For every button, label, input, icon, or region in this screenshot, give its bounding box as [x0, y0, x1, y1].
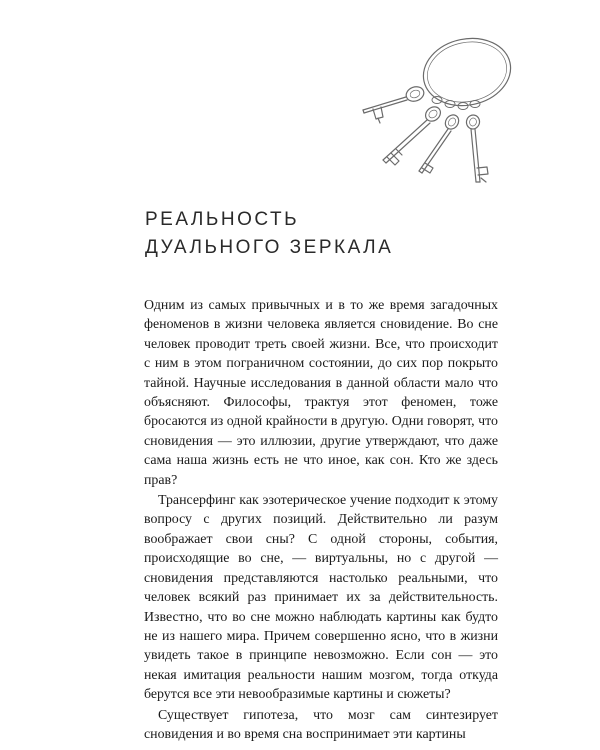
heading-line-2: ДУАЛЬНОГО ЗЕРКАЛА	[145, 237, 394, 258]
key-ring-icon	[355, 22, 530, 190]
body-text	[144, 296, 498, 744]
chapter-heading	[145, 206, 393, 262]
paragraph: Трансерфинг как эзотерическое учение подходит к этому вопросу с других позиций. Действительно ли разум воображает свои сны? С одной стороны, события, происходящие во сне, — виртуальны, но с другой — сновидения представляются настолько реальными, что человек всякий раз принимает их за действительность. Известно, что во сне можно наблюдать картины как будто не из нашего мира. Причем совершенно ясно, что в жизни увидеть такое в принципе невозможно. Если сон — это некая имитация реальности нашим мозгом, тогда откуда берутся все эти невообразимые картины и сюжеты?	[144, 493, 498, 703]
paragraph: Существует гипотеза, что мозг сам синтезирует сновидения и во время сна воспринимает эти картины	[144, 707, 498, 742]
heading-line-1: РЕАЛЬНОСТЬ	[145, 209, 300, 230]
paragraph: Одним из самых привычных и в то же время загадочных феноменов в жизни человека является сновидение. Во сне человек проводит треть своей жизни. Все, что происходит с ним в этом пограничном состоянии, до сих пор покрыто тайной. Научные исследования в данной области мало что объясняют. Философы, трактуя этот феномен, тоже бросаются из одной крайности в другую. Одни говорят, что сновидения — это иллюзии, другие утверждают, что даже сама наша жизнь есть не что иное, как сон. Кто же здесь прав?	[144, 298, 498, 488]
key-ring-illustration	[355, 22, 530, 190]
